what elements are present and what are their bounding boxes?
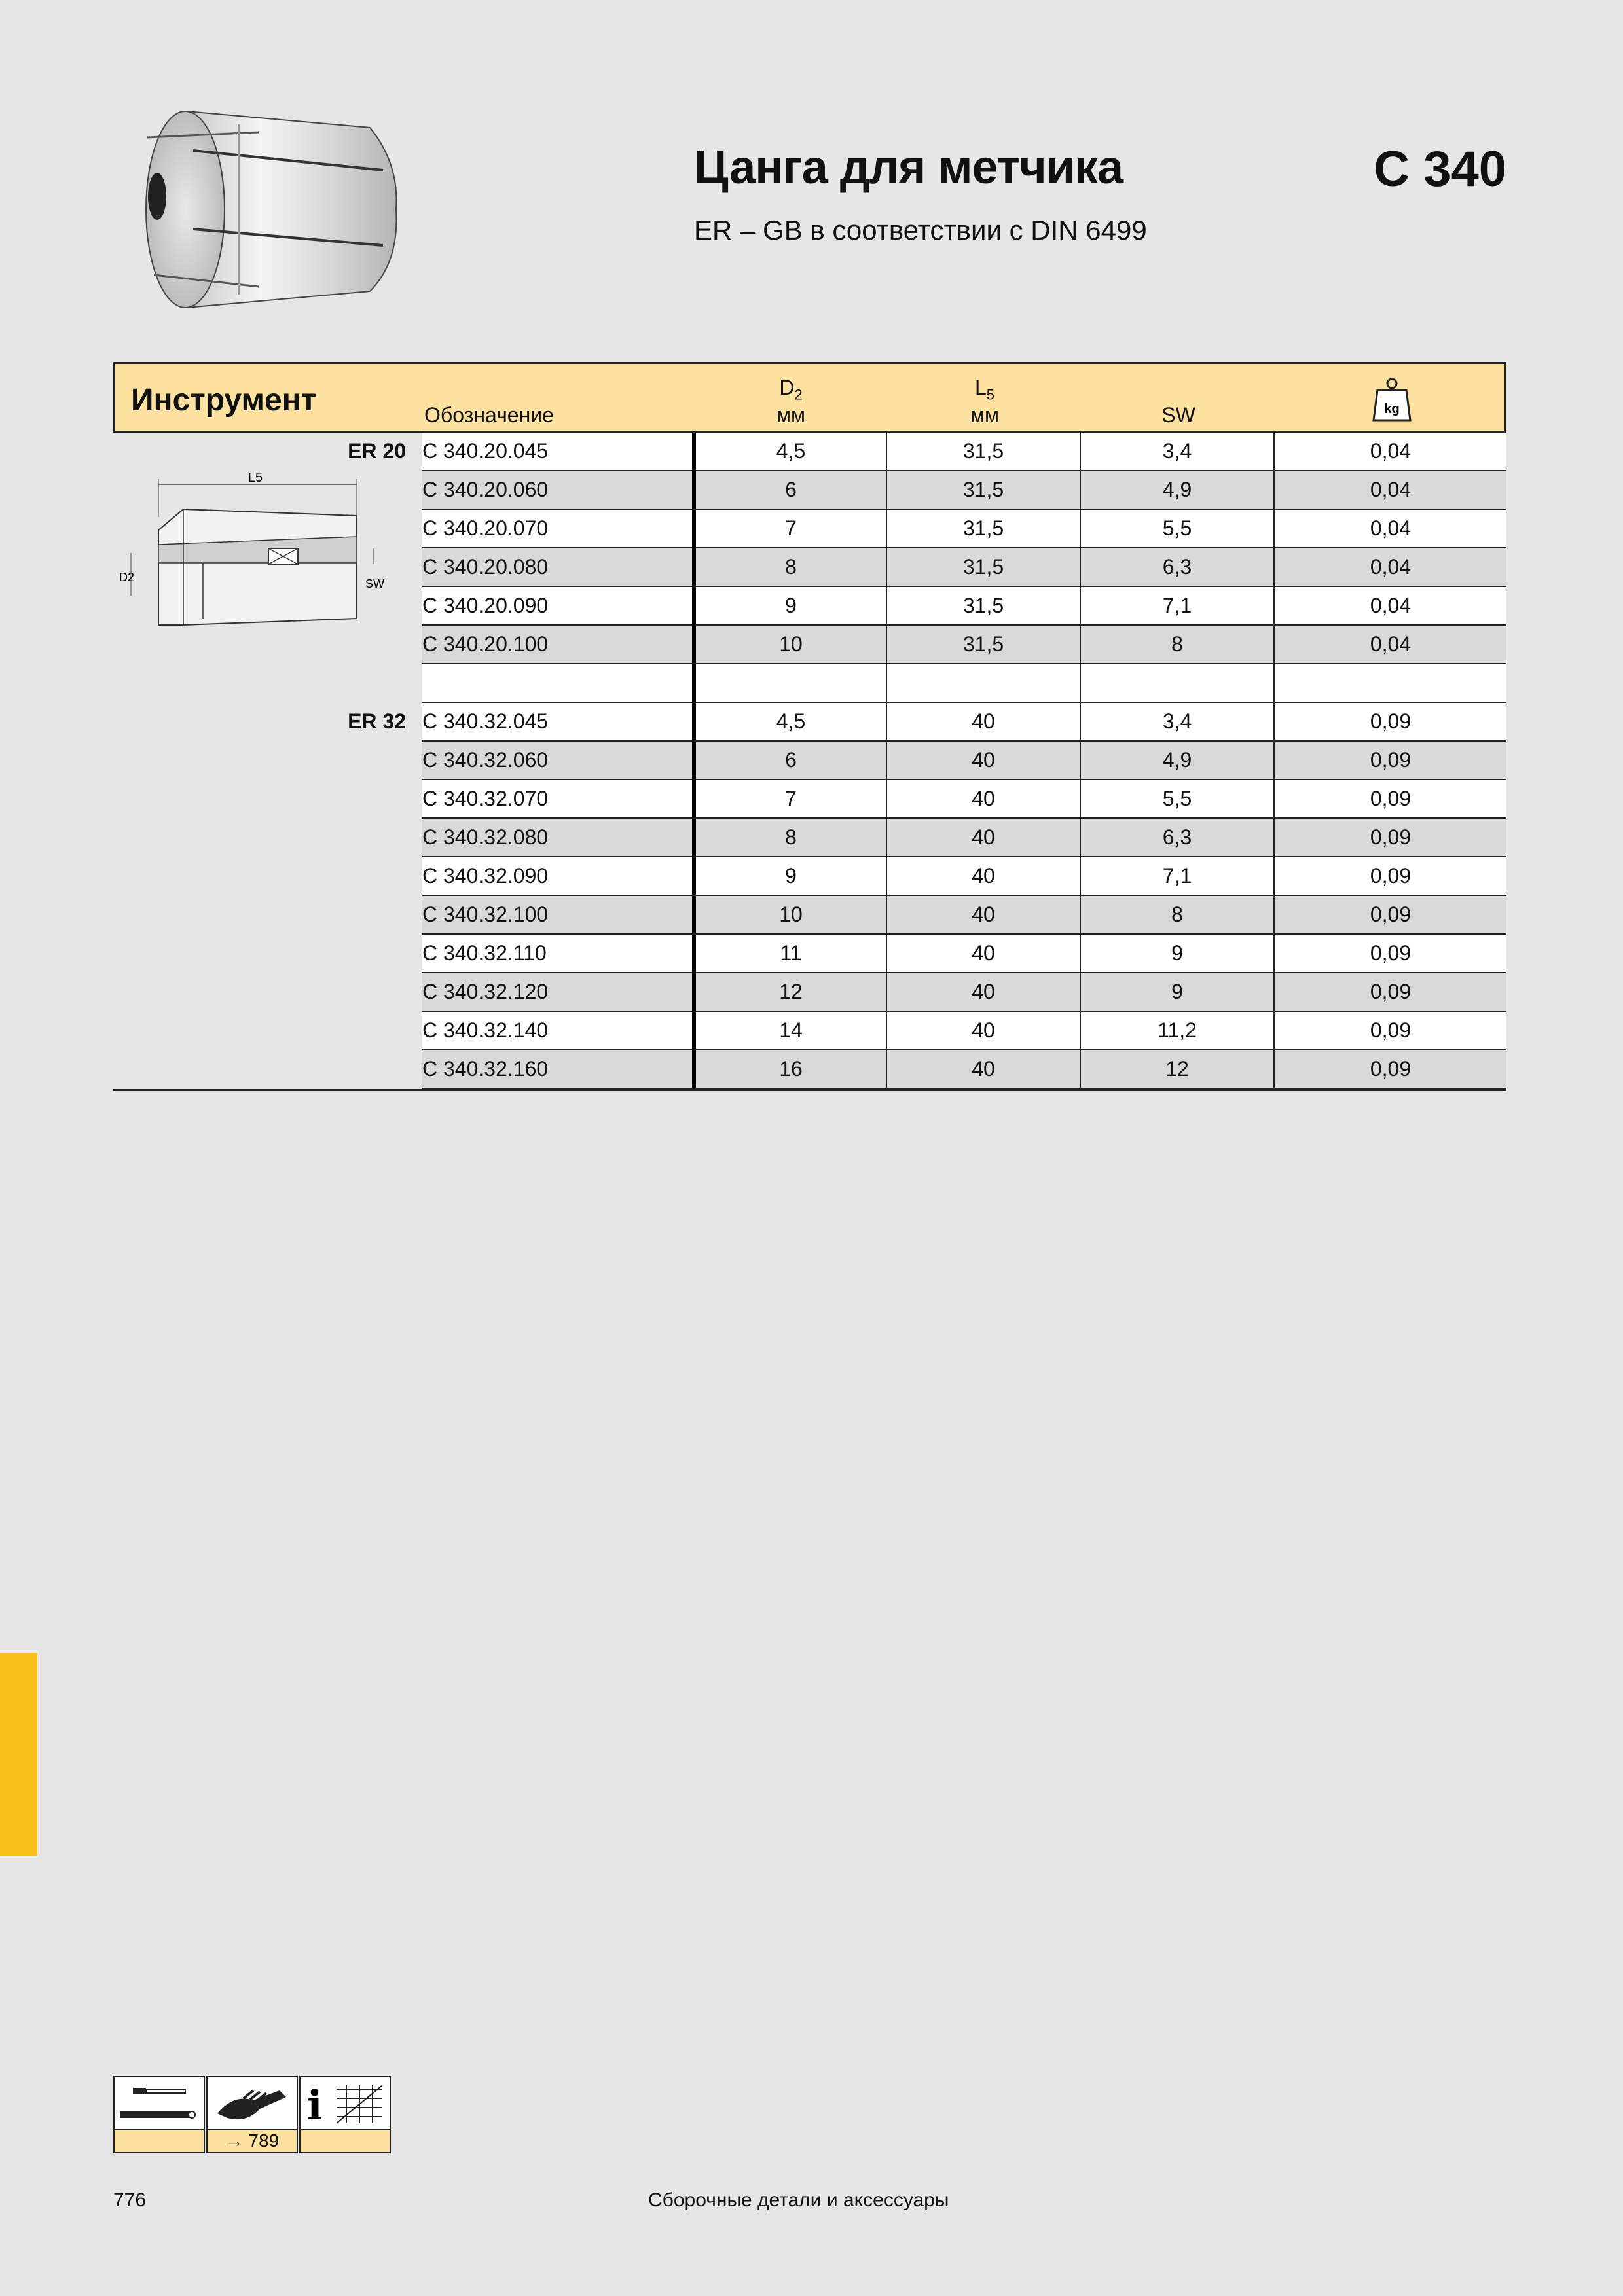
cell-l5: 31,5 <box>886 510 1080 548</box>
cell-d2: 10 <box>692 626 886 664</box>
cell-l5: 40 <box>886 857 1080 896</box>
product-code: C 340 <box>1374 141 1506 197</box>
cell-sw: 8 <box>1080 626 1273 664</box>
cell-sw: 9 <box>1080 973 1273 1012</box>
header-d2-label: D <box>779 376 795 399</box>
drawing-label-sw: SW <box>365 577 384 590</box>
cell-l5: 40 <box>886 1012 1080 1050</box>
page-subtitle: ER – GB в соответствии с DIN 6499 <box>694 215 1147 245</box>
cell-sw: 12 <box>1080 1050 1273 1089</box>
cell-weight: 0,09 <box>1273 703 1506 742</box>
page-number: 776 <box>113 2189 147 2211</box>
group-label <box>113 935 418 973</box>
cell-sw: 5,5 <box>1080 510 1273 548</box>
spacer-cell <box>1080 664 1273 703</box>
cell-designation: C 340.20.090 <box>422 587 805 626</box>
cell-weight: 0,09 <box>1273 1012 1506 1050</box>
cell-weight: 0,04 <box>1273 471 1506 510</box>
cell-designation: C 340.20.080 <box>422 548 805 587</box>
table-spacer-row <box>113 664 1506 703</box>
cell-designation: C 340.32.110 <box>422 935 805 973</box>
table-header <box>113 362 1506 433</box>
table-row <box>113 857 1506 896</box>
table-row <box>113 742 1506 780</box>
cell-designation: C 340.20.045 <box>422 433 805 471</box>
collet-product-image <box>108 98 416 321</box>
cell-sw: 4,9 <box>1080 471 1273 510</box>
spacer-cell <box>692 664 886 703</box>
spacer-cell <box>1273 664 1506 703</box>
cell-sw: 3,4 <box>1080 703 1273 742</box>
chapter-tab-marker <box>0 1653 37 1856</box>
weight-kg-icon <box>1371 377 1413 423</box>
cell-weight: 0,09 <box>1273 896 1506 935</box>
cell-d2: 14 <box>692 1012 886 1050</box>
group-label <box>113 896 418 935</box>
cell-d2: 8 <box>692 548 886 587</box>
tap-tool-icon <box>113 2076 205 2130</box>
header-tool: Инструмент <box>131 383 317 418</box>
group-label <box>113 819 418 857</box>
table-row <box>113 780 1506 819</box>
cell-l5: 40 <box>886 1050 1080 1089</box>
cell-l5: 31,5 <box>886 626 1080 664</box>
icon-box-footer-3 <box>299 2130 391 2153</box>
cell-d2: 7 <box>692 510 886 548</box>
cell-d2: 4,5 <box>692 433 886 471</box>
cell-l5: 31,5 <box>886 433 1080 471</box>
wrench-hand-icon[interactable] <box>206 2076 298 2130</box>
cell-d2: 10 <box>692 896 886 935</box>
drawing-label-d2: D2 <box>119 571 135 584</box>
cell-d2: 12 <box>692 973 886 1012</box>
reference-link[interactable]: → 789 <box>206 2130 298 2153</box>
group-label <box>113 1012 418 1050</box>
table-row <box>113 935 1506 973</box>
table-row <box>113 433 1506 471</box>
cell-weight: 0,04 <box>1273 548 1506 587</box>
cell-l5: 31,5 <box>886 471 1080 510</box>
cell-d2: 9 <box>692 587 886 626</box>
cell-d2: 4,5 <box>692 703 886 742</box>
spacer-cell <box>113 664 418 703</box>
cell-designation: C 340.32.120 <box>422 973 805 1012</box>
spacer-cell <box>886 664 1080 703</box>
cell-sw: 11,2 <box>1080 1012 1273 1050</box>
cell-designation: C 340.20.060 <box>422 471 805 510</box>
cell-sw: 3,4 <box>1080 433 1273 471</box>
table-row <box>113 1050 1506 1089</box>
cell-sw: 7,1 <box>1080 857 1273 896</box>
cell-l5: 31,5 <box>886 587 1080 626</box>
table-row <box>113 703 1506 742</box>
cell-l5: 40 <box>886 819 1080 857</box>
cell-d2: 6 <box>692 471 886 510</box>
group-label: ER 32 <box>348 709 406 733</box>
page-title: Цанга для метчика <box>694 141 1123 194</box>
cell-sw: 6,3 <box>1080 819 1273 857</box>
group-label <box>113 857 418 896</box>
cell-sw: 4,9 <box>1080 742 1273 780</box>
info-grid-icon <box>299 2076 391 2130</box>
cell-weight: 0,09 <box>1273 780 1506 819</box>
cell-weight: 0,09 <box>1273 819 1506 857</box>
group-label <box>113 742 418 780</box>
table-row <box>113 1012 1506 1050</box>
group-label <box>113 780 418 819</box>
table-bottom-rule <box>113 1089 1506 1091</box>
cell-weight: 0,04 <box>1273 626 1506 664</box>
cell-weight: 0,09 <box>1273 973 1506 1012</box>
group-label: ER 20 <box>348 439 406 463</box>
cell-d2: 8 <box>692 819 886 857</box>
cell-sw: 5,5 <box>1080 780 1273 819</box>
cell-weight: 0,04 <box>1273 510 1506 548</box>
cell-designation: C 340.20.070 <box>422 510 805 548</box>
cell-d2: 9 <box>692 857 886 896</box>
header-l5 <box>888 376 1082 427</box>
header-d2 <box>694 376 888 427</box>
cell-sw: 6,3 <box>1080 548 1273 587</box>
collet-technical-drawing <box>118 471 399 648</box>
cell-designation: C 340.20.100 <box>422 626 805 664</box>
cell-designation: C 340.32.045 <box>422 703 805 742</box>
table-row <box>113 819 1506 857</box>
group-label <box>113 1050 418 1089</box>
header-l5-sub: 5 <box>986 386 995 403</box>
header-d2-unit: мм <box>776 403 805 427</box>
cell-d2: 11 <box>692 935 886 973</box>
cell-designation: C 340.32.140 <box>422 1012 805 1050</box>
weight-icon-text: kg <box>1384 402 1400 416</box>
cell-designation: C 340.32.080 <box>422 819 805 857</box>
cell-l5: 40 <box>886 896 1080 935</box>
cell-weight: 0,04 <box>1273 587 1506 626</box>
svg-text:i: i <box>307 2081 323 2129</box>
cell-l5: 40 <box>886 780 1080 819</box>
cell-designation: C 340.32.060 <box>422 742 805 780</box>
cell-designation: C 340.32.090 <box>422 857 805 896</box>
cell-l5: 31,5 <box>886 548 1080 587</box>
header-designation: Обозначение <box>424 403 554 427</box>
cell-d2: 7 <box>692 780 886 819</box>
icon-box-footer-1 <box>113 2130 205 2153</box>
header-sw: SW <box>1161 403 1195 427</box>
cell-l5: 40 <box>886 703 1080 742</box>
table-row <box>113 973 1506 1012</box>
cell-d2: 6 <box>692 742 886 780</box>
cell-sw: 8 <box>1080 896 1273 935</box>
reference-icon-box <box>113 2076 393 2153</box>
header-d2-sub: 2 <box>794 386 803 403</box>
cell-weight: 0,09 <box>1273 1050 1506 1089</box>
cell-l5: 40 <box>886 973 1080 1012</box>
cell-weight: 0,09 <box>1273 935 1506 973</box>
cell-sw: 9 <box>1080 935 1273 973</box>
cell-sw: 7,1 <box>1080 587 1273 626</box>
cell-l5: 40 <box>886 935 1080 973</box>
cell-designation: C 340.32.160 <box>422 1050 805 1089</box>
cell-designation: C 340.32.070 <box>422 780 805 819</box>
table-row <box>113 896 1506 935</box>
group-label <box>113 973 418 1012</box>
header-l5-label: L <box>974 376 987 399</box>
cell-weight: 0,04 <box>1273 433 1506 471</box>
cell-weight: 0,09 <box>1273 857 1506 896</box>
cell-l5: 40 <box>886 742 1080 780</box>
cell-d2: 16 <box>692 1050 886 1089</box>
cell-designation: C 340.32.100 <box>422 896 805 935</box>
footer-section-title: Сборочные детали и аксессуары <box>648 2189 949 2211</box>
header-l5-unit: мм <box>970 403 999 427</box>
cell-weight: 0,09 <box>1273 742 1506 780</box>
drawing-label-l5: L5 <box>247 471 263 485</box>
